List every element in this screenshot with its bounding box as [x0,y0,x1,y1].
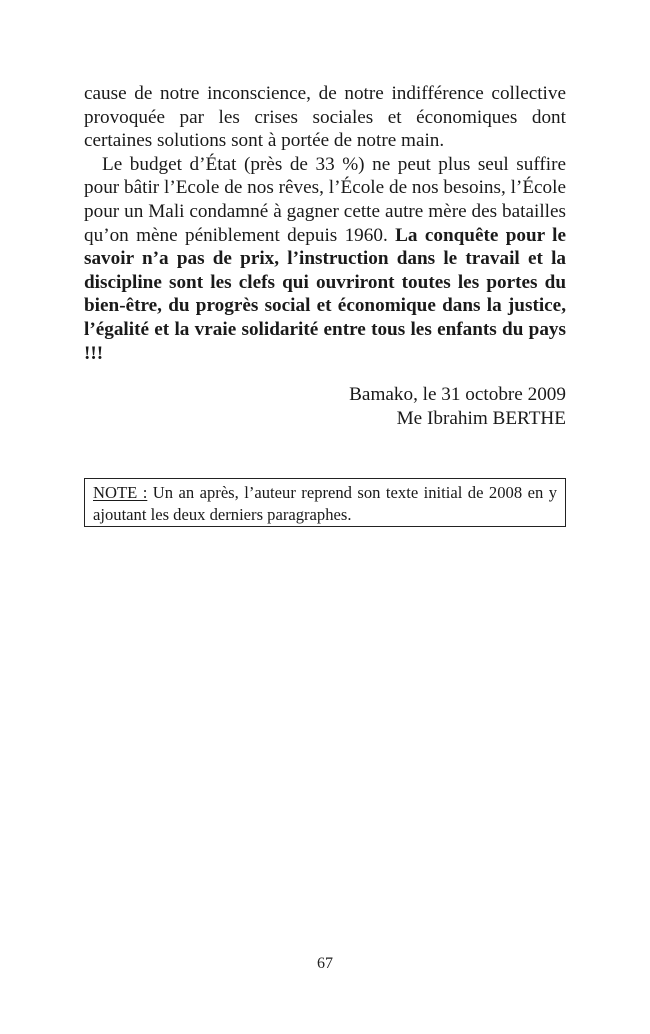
signature-author: Me Ibrahim BERTHE [396,407,566,429]
signature-place-date: Bamako, le 31 octobre 2009 [349,384,566,406]
paragraph-budget-bold-text: La conquête pour le savoir n’a pas de prix, l’instruction dans le travail et la discipline sont les clefs qui ouvriront toutes les portes du bien-être, du progrès social et économique dans la justice, l’égalité et la vraie solidarité entre tous les enfants du pays !!! [84,224,567,364]
signature-block [84,383,566,430]
paragraph-budget [84,153,566,365]
note-text: Un an après, l’auteur reprend son texte initial de 2008 en y ajoutant les deux derniers paragraphes. [93,483,557,524]
note-label: NOTE : [93,483,148,502]
note-box [84,478,566,527]
paragraph-continuation: cause de notre inconscience, de notre indifférence collective provoquée par les crises sociales et économiques dont certaines solutions sont à portée de notre main. [84,83,566,152]
page-number: 67 [317,955,333,972]
page-body [84,82,566,430]
paragraph-budget-regular-text: Le budget d’État (près de 33 %) ne peut plus seul suffire pour bâtir l’Ecole de nos rêves, l’École de nos besoins, l’École pour un Mali condamné à gagner cette autre mère des batailles qu’on mène péniblement depuis 1960. [84,153,566,246]
